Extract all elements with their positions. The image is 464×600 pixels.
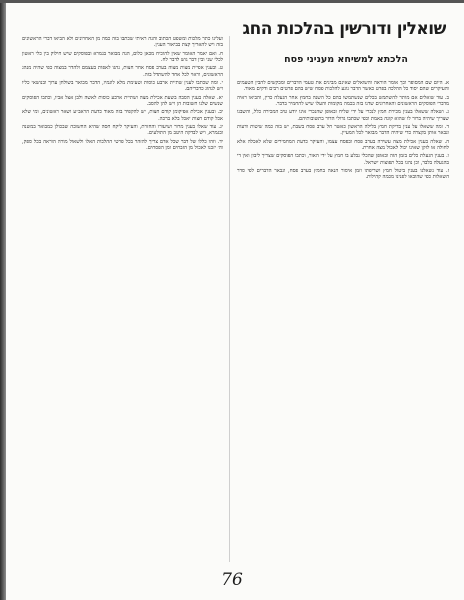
paragraph: יב. ובענין אכילת אפיקומן קודם חצות, יש להקפיד בזה מאוד כדעת הראב״ע ושאר ראשונים, ומי שלא אכל קודם חצות יאכל בלא ברכה.: [22, 109, 223, 122]
paragraph: י. ומה שכתבו לענין שתיית ארבע כוסות וטעימת מלא לוגמיו, הדבר מבואר בשולחן ערוך ובנושאי כליו ויש לנהוג כדבריהם.: [22, 80, 223, 93]
right-text-column: [237, 80, 449, 562]
article-subtitle: הלכתא למשיחא מעניני פסח: [284, 54, 408, 65]
paragraph: ו. בענין הגעלת כלים בזמן הזה ובאופן שהכלי נבלע בו חמץ על ידי האור, וכתבו הפוסקים שצריך ליבון ואין די בהגעלה בלבד, וכן נהגו בכל תפוצות ישראל.: [237, 153, 449, 166]
paragraph: ועלינו כתר מלכות ומשפט הכתוב והנה ראיתי שכתבו בזה כמה מן האחרונים ולא הביאו דברי הראשונים בזה ויש להאריך קצת בביאור הענין.: [22, 36, 223, 49]
paragraph: ב. עוד שואלים אם מותר להשתמש בכלים שנשתמשו בהם כל השנה בחמץ אחר הגעלה כדין, והביאו ראיה מדברי הפוסקים הראשונים והאחרונים שדנו בזה בכמה מקומות והעלו שיש להחמיר בדבר.: [237, 94, 449, 108]
paragraph: יא. שאלה בענין הסבה בשעת אכילת מצה ושתיית ארבע כוסות לאשה ולבן אצל אביו, וכתבו הפוסקים שנשים שלנו חשובות הן ויש להן להסב.: [22, 94, 223, 108]
page-binding-edge: [0, 0, 6, 600]
page-top-edge: [0, 0, 464, 3]
column-divider: [229, 36, 230, 562]
paragraph: יג. עוד שאלו בענין מרור ושיעורו והחזרת, והעיקר ליקח חסה שהיא החשובה שבכולן כמבואר במשנה ובגמרא, ויש לבדקה היטב מן התולעים.: [22, 124, 223, 137]
paragraph: ה. שאלה בענין אכילת מצה עשירה בערב פסח ובפסח עצמו, והעיקר כדעת המחמירים שלא לאכלה אלא לחולה או לזקן שאינו יכול לאכול מצה אחרת.: [237, 138, 449, 152]
paragraph: א. היום שם המסופר וכך אומר הוראה והשואלים שאינם מבינים את טעמי הדברים ומבקשים להבין הטעמים והעיקרים שהם יסוד כל ההלכה בפרט כאשר הדבר נוגע להלכות פסח שיש בהם פרטים רבים ודקים מאוד.: [237, 80, 449, 93]
paragraph: ח. ואם יאמר האומר שאין להוכיח מכאן כלום, הנה מבואר בגמרא ובפוסקים שיש חילוק בין כלי ראשון לכלי שני ובין דבר גוש לדבר לח.: [22, 50, 223, 64]
article-title: שואלין ודורשין בהלכות החג: [243, 19, 446, 39]
paragraph: ז. עוד נשאלנו בענין ביטול חמץ ושריפתו וזמן איסור הנאה בחמץ בערב פסח, ונבאר הדברים לפי סדר השאלות כפי שהובאו לפנינו מכמה קהילות.: [237, 168, 449, 181]
paragraph: יד. וזהו כללו של דבר שכל אדם צריך להזהר בכל פרטי ההלכות האלו ולשאול מורה הוראה בכל ספק, וה׳ יזכנו לאכול מן הזבחים ומן הפסחים.: [22, 138, 223, 152]
paragraph: ג. ושאלה ששאלו בענין מכירת חמץ לנכרי על ידי שליח ובאופן שהנכרי אינו יודע טיב המכירה כלל, והשבנו שצריך שיהיה ברור לו שהוא קונה באמת וכפי שכתבו גדולי הדור בתשובותיהם.: [237, 109, 449, 122]
paragraph: ט. ובענין אפיית מצות מצוה בערב פסח אחר חצות, נהגו לאפות בעצמם ולהדר במצוה כפי שהיה מנהג הראשונים, וראוי לכל אחד להשתדל בזה.: [22, 65, 223, 78]
paragraph: ד. ומה ששאלו על ענין בדיקת חמץ בלילה הראשון כאשר חל ערב פסח בשבת, יש בזה כמה שיטות ודעות ונבאר אותן בקצרה כדי שיהיה הדבר מבואר לכל המעיין.: [237, 124, 449, 137]
left-text-column: [22, 36, 223, 562]
page-number: 76: [221, 570, 243, 590]
